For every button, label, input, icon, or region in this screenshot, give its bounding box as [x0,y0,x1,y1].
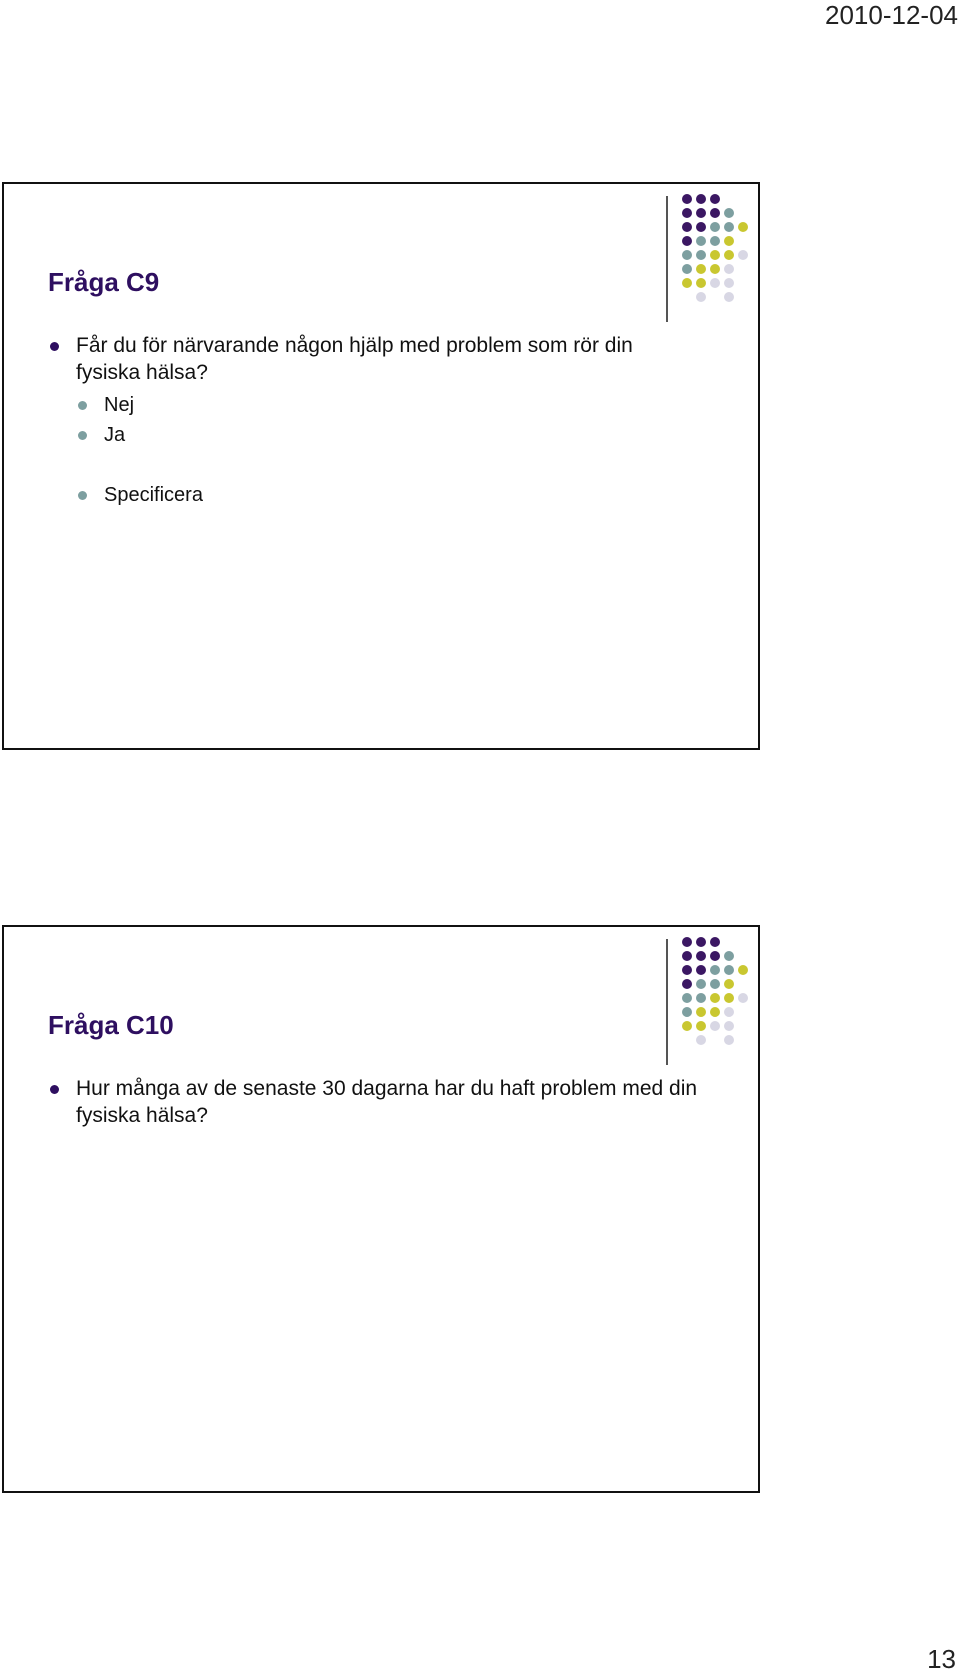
decorative-dot [696,1021,706,1031]
decorative-dot [682,264,692,274]
decorative-dot [682,1007,692,1017]
decorative-dot [696,236,706,246]
bullet-dot-icon [50,1085,59,1094]
decorative-dot [682,951,692,961]
slide-c10 [2,925,760,1493]
decorative-dot [682,1021,692,1031]
decorative-dot [710,1021,720,1031]
decorative-dot [682,194,692,204]
decorative-dot-grid [682,194,752,304]
slide-title: Fråga C10 [48,1010,174,1040]
decorative-dot [696,222,706,232]
decorative-dot [724,979,734,989]
decorative-dot [738,222,748,232]
title-divider [666,196,668,322]
question-text: Får du för närvarande någon hjälp med problem som rör din fysiska hälsa? [76,334,633,384]
decorative-dot [724,292,734,302]
decorative-dot [682,222,692,232]
decorative-dot [724,264,734,274]
decorative-dot [724,222,734,232]
answer-option-yes [76,420,698,450]
decorative-dot [710,250,720,260]
decorative-dot [724,208,734,218]
decorative-dot [710,278,720,288]
decorative-dot [682,250,692,260]
page-number: 13 [927,1644,956,1674]
decorative-dot [682,965,692,975]
slide-c9 [2,182,760,750]
decorative-dot [696,965,706,975]
decorative-dot [710,993,720,1003]
decorative-dot [696,951,706,961]
decorative-dot [738,993,748,1003]
decorative-dot [696,1035,706,1045]
decorative-dot [696,1007,706,1017]
decorative-dot [710,1007,720,1017]
decorative-dot [724,1021,734,1031]
title-divider [666,939,668,1065]
decorative-dot [710,264,720,274]
question-text: Hur många av de senaste 30 dagarna har du haft problem med din fysiska hälsa? [76,1077,698,1127]
answer-option-label: Ja [104,424,126,446]
sub-bullet-dot-icon [78,431,87,440]
decorative-dot [710,208,720,218]
decorative-dot [696,264,706,274]
decorative-dot [682,208,692,218]
decorative-dot [696,208,706,218]
decorative-dot [710,937,720,947]
decorative-dot [696,979,706,989]
decorative-dot [696,937,706,947]
question-bullet [48,1075,698,1129]
decorative-dot [724,965,734,975]
bullet-dot-icon [50,342,59,351]
decorative-dot [682,979,692,989]
decorative-dot [724,278,734,288]
sub-bullet-dot-icon [78,401,87,410]
decorative-dot [710,236,720,246]
decorative-dot [710,222,720,232]
answer-option-no [76,390,698,420]
bullet-list [48,1075,698,1129]
decorative-dot [710,951,720,961]
decorative-dot [682,993,692,1003]
decorative-dot [724,250,734,260]
decorative-dot [724,1007,734,1017]
decorative-dot [682,236,692,246]
decorative-dot [738,965,748,975]
decorative-dot [682,937,692,947]
decorative-dot [724,993,734,1003]
decorative-dot [724,236,734,246]
answer-options [76,390,698,510]
page-date: 2010-12-04 [825,0,958,30]
decorative-dot [724,951,734,961]
decorative-dot [696,194,706,204]
decorative-dot [696,250,706,260]
question-bullet [48,332,698,510]
decorative-dot [724,1035,734,1045]
decorative-dot [696,993,706,1003]
decorative-dot [738,250,748,260]
decorative-dot [682,278,692,288]
sub-bullet-dot-icon [78,491,87,500]
decorative-dot-grid [682,937,752,1047]
decorative-dot [696,292,706,302]
decorative-dot [710,194,720,204]
decorative-dot [696,278,706,288]
answer-option-specify [76,480,698,510]
decorative-dot [710,965,720,975]
answer-option-label: Nej [104,394,135,416]
bullet-list [48,332,698,510]
decorative-dot [710,979,720,989]
answer-option-label: Specificera [104,484,203,506]
slide-title: Fråga C9 [48,267,160,297]
